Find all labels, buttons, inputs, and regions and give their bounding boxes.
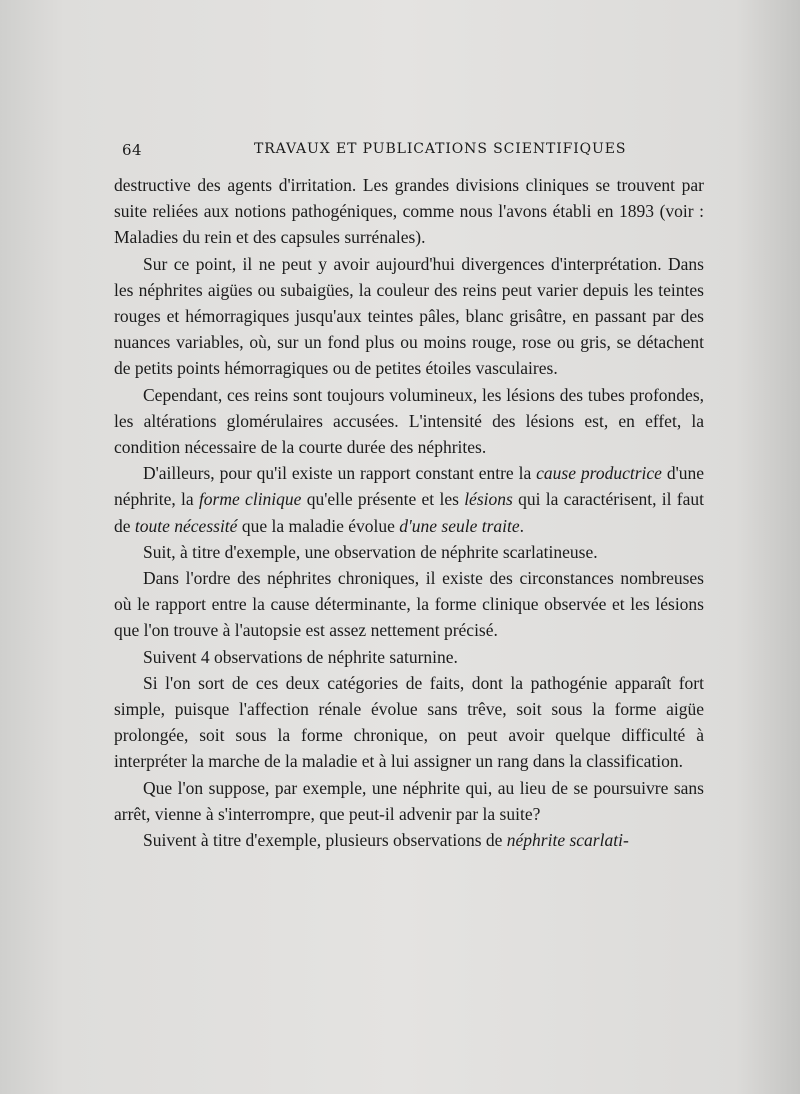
italic-text: d'une seule traite xyxy=(399,515,520,536)
paragraph xyxy=(114,670,704,775)
running-head xyxy=(122,141,707,165)
text-run: que la maladie évolue xyxy=(237,515,400,536)
running-title: TRAVAUX ET PUBLICATIONS SCIENTIFIQUES xyxy=(254,141,627,157)
text-run: qu'elle présente et les xyxy=(301,489,465,510)
paragraph xyxy=(114,382,704,461)
italic-text: néphrite scarlati- xyxy=(506,830,629,851)
text-run: Suit, à titre d'exemple, une observation de néphrite scarlatineuse. xyxy=(143,541,598,562)
italic-text: toute nécessité xyxy=(134,515,238,536)
paragraph xyxy=(114,460,704,539)
body-text xyxy=(114,172,704,853)
text-run: . xyxy=(519,515,525,536)
paragraph xyxy=(114,172,704,251)
paragraph xyxy=(114,539,704,565)
page-number: 64 xyxy=(122,141,143,159)
paragraph xyxy=(114,565,704,644)
text-run: Dans l'ordre des néphrites chroniques, il existe des circonstances nombreuses où le rapport entre la cause déterminante, la forme clinique observée et les lésions que l'on trouve à l'autopsie est assez nettement précisé. xyxy=(114,568,704,641)
text-run: Si l'on sort de ces deux catégories de faits, dont la pathogénie apparaît fort simple, puisque l'affection rénale évolue sans trêve, soit sous la forme aigüe prolongée, soit sous la forme chronique, on peut avoir quelque difficulté à interpréter la marche de la maladie et à lui assigner un rang dans la classification. xyxy=(114,672,704,772)
text-run: Sur ce point, il ne peut y avoir aujourd'hui divergences d'interprétation. Dans les néphrites aigües ou subaigües, la couleur des reins peut varier depuis les teintes rouges et hémorragiques jusqu'aux teintes pâles, blanc grisâtre, en passant par des nuances variables, où, sur un fond plus ou moins rouge, rose ou gris, se détachent de petits points hémorragiques ou de petites étoiles vasculaires. xyxy=(114,253,704,379)
text-run: Que l'on suppose, par exemple, une néphrite qui, au lieu de se poursuivre sans arrêt, vienne à s'interrompre, que peut-il advenir par la suite? xyxy=(114,777,704,824)
paragraph xyxy=(114,827,704,853)
text-run: d'une néphrite, la xyxy=(114,463,705,510)
paragraph xyxy=(114,251,704,382)
text-run: Suivent à titre d'exemple, plusieurs observations de xyxy=(143,830,507,851)
text-run: destructive des agents d'irritation. Les grandes divisions cliniques se trouvent par suite reliées aux notions pathogéniques, comme nous l'avons établi en 1893 (voir : Maladies du rein et des capsules surrénales). xyxy=(114,175,704,248)
text-run: D'ailleurs, pour qu'il existe un rapport constant entre la xyxy=(143,463,537,484)
text-run: Cependant, ces reins sont toujours volumineux, les lésions des tubes profondes, les altérations glomérulaires accusées. L'intensité des lésions est, en effet, la condition nécessaire de la courte durée des néphrites. xyxy=(114,384,704,458)
text-run: qui la caractérisent, il faut de xyxy=(114,489,704,536)
text-run: Suivent 4 observations de néphrite saturnine. xyxy=(143,646,458,667)
italic-text: lésions xyxy=(464,489,513,510)
paragraph xyxy=(114,775,704,827)
paragraph xyxy=(114,644,704,670)
italic-text: forme clinique xyxy=(198,489,302,510)
italic-text: cause productrice xyxy=(536,463,662,484)
